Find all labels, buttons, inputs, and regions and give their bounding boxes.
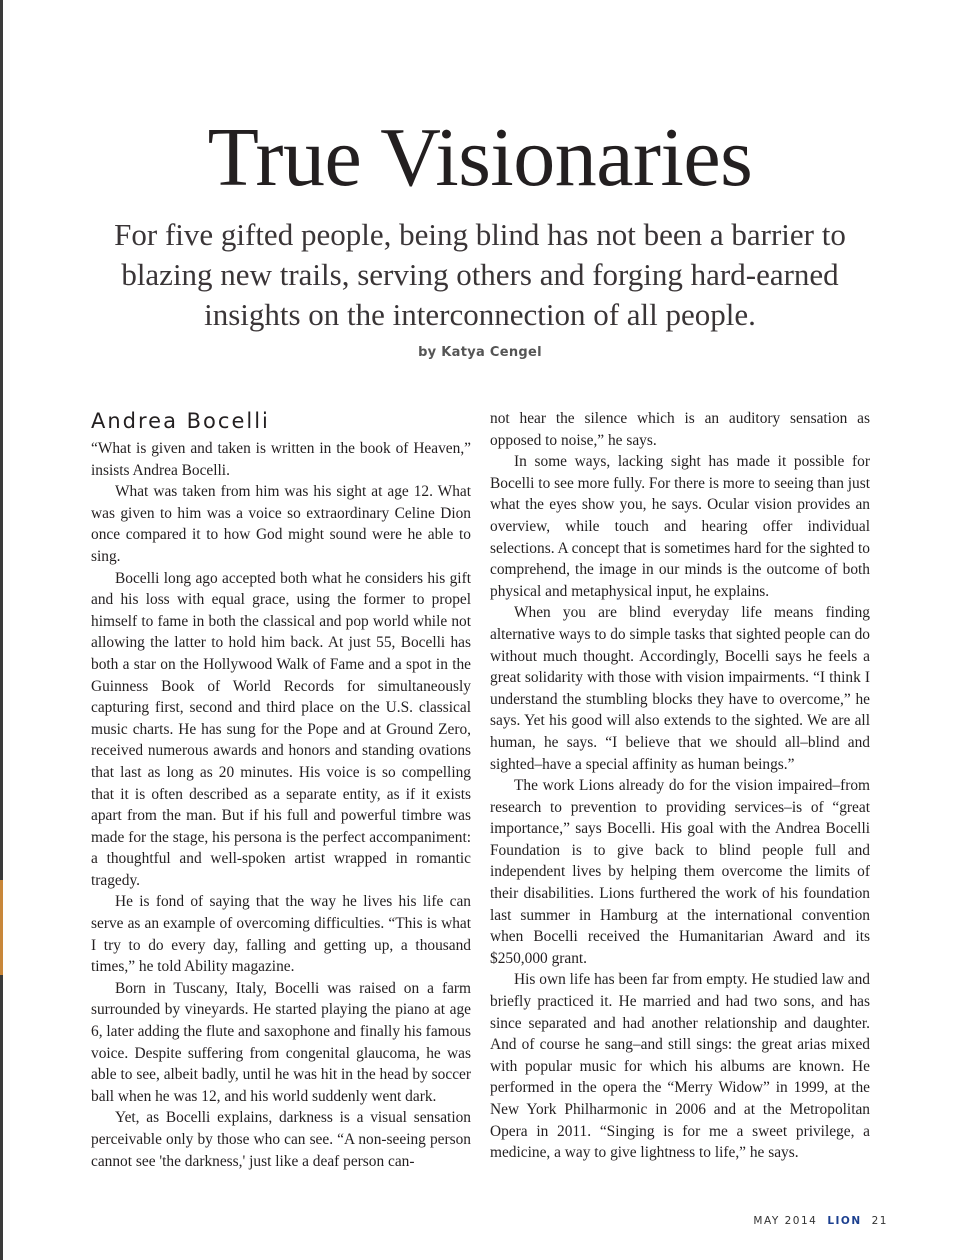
footer-date: MAY 2014: [753, 1215, 818, 1227]
paragraph: His own life has been far from empty. He studied law and briefly practiced it. He married and had two sons, and has since separated and had another relationship and daughter. And of course he sang–and still sings: the great arias mixed with popular music for which his albums are known. He performed in the opera the “Merry Widow” in 1999, at the New York Philharmonic in 2006 and at the Metropolitan Opera in 2011. “Singing is for me a sweet privilege, a medicine, a way to give lightness to life,” he says.: [490, 971, 870, 1162]
paragraph: When you are blind everyday life means finding alternative ways to do simple tasks that sighted people can do without much thought. Accordingly, Bocelli says he feels a great solidarity with those with vision impairments. “I think I understand the stumbling blocks they have to overcome,” he says. Yet his good will also extends to the sighted. We are all human, he says. “I believe that we should all–blind and sighted–have a special affinity as human beings.”: [490, 604, 870, 773]
paragraph: Born in Tuscany, Italy, Bocelli was raised on a farm surrounded by vineyards. He started playing the piano at age 6, later adding the flute and saxophone and finally his famous voice. Despite suffering from congenital glaucoma, he was able to see, albeit badly, until he was hit in the head by soccer ball when he was 12, and his world suddenly went dark.: [91, 979, 471, 1105]
paragraph: not hear the silence which is an auditory sensation as opposed to noise,” he says.: [490, 410, 870, 449]
page-edge-accent: [0, 880, 3, 975]
paragraph: “What is given and taken is written in the book of Heaven,” insists Andrea Bocelli.: [91, 440, 471, 479]
article-title: True Visionaries: [207, 111, 753, 204]
section-heading: Andrea Bocelli: [91, 409, 270, 433]
page-footer: [753, 1215, 888, 1227]
paragraph: In some ways, lacking sight has made it possible for Bocelli to see more fully. For there is more to seeing than just what the eyes show you, he says. Ocular vision provides an overview, while touch and hearing offer individual selections. A concept that is sometimes hard for the sighted to comprehend, the image in our minds is the outcome of both physical and metaphysical input, he explains.: [490, 453, 870, 600]
paragraph: The work Lions already do for the vision impaired–from research to prevention to providing services–is of “great importance,” says Bocelli. His goal with the Andrea Bocelli Foundation is to give back to blind people full and independent lives by helping them overcome the limits of their disabilities. Lions furthered the work of his foundation last summer in Hamburg at the international convention when Bocelli received the Humanitarian Award and its $250,000 grant.: [490, 777, 870, 967]
page-number: 21: [871, 1215, 888, 1227]
paragraph: Yet, as Bocelli explains, darkness is a visual sensation perceivable only by those who can see. “A non-seeing person cannot see 'the darkness,' just like a deaf person can-: [91, 1109, 471, 1170]
byline: by Katya Cengel: [418, 345, 542, 360]
right-column: [490, 408, 870, 1164]
paragraph: He is fond of saying that the way he lives his life can serve as an example of overcoming difficulties. “This is what I try to do every day, falling and getting up, a thousand times,” he told Ability magazine.: [91, 893, 471, 976]
paragraph: What was taken from him was his sight at age 12. What was given to him was a voice so extraordinary Celine Dion once compared it to how God might sound were he able to sing.: [91, 483, 471, 565]
left-column: [91, 408, 471, 1172]
article-deck: For five gifted people, being blind has not been a barrier to blazing new trails, serving others and forging hard-earned insights on the interconnection of all people.: [114, 217, 846, 332]
paragraph: Bocelli long ago accepted both what he considers his gift and his loss with equal grace, using the former to propel himself to fame in both the classical and pop world while not allowing the latter to hold him back. At just 55, Bocelli has both a star on the Hollywood Walk of Fame and a spot in the Guinness Book of World Records for simultaneously capturing first, second and third place on the U.S. classical music charts. He has sung for the Pope and at Ground Zero, received numerous awards and honors and standing ovations that last as long as 20 minutes. His voice is so compelling that it is often described as a separate entity, as if it exists apart from the man. But if his full and powerful timbre was made for the stage, his persona is the perfect accompaniment: a thoughtful and well-spoken artist wrapped in romantic tragedy.: [91, 569, 471, 889]
footer-magazine: LION: [827, 1215, 862, 1227]
